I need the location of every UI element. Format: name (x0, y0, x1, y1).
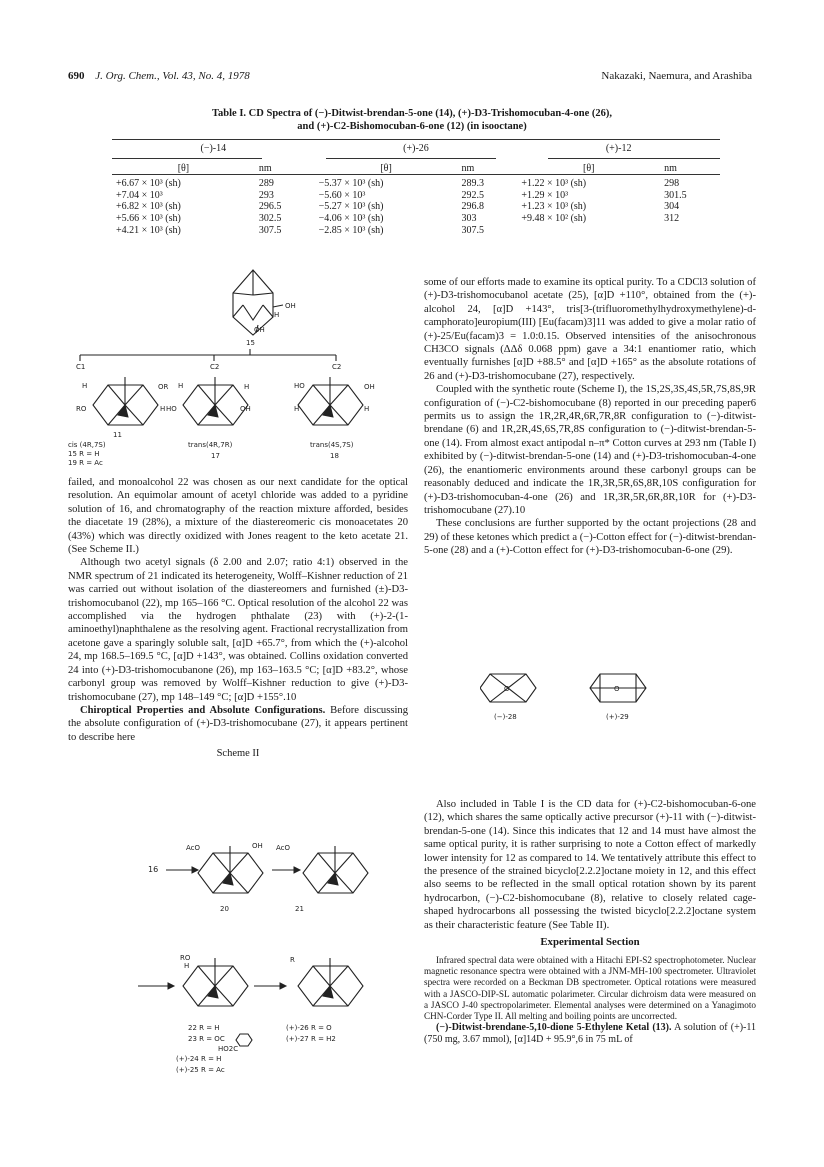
table-sub-header (112, 158, 720, 179)
stereo-figure-svg (68, 265, 408, 465)
branch-c1: C1 (76, 363, 86, 371)
journal-citation: J. Org. Chem., Vol. 43, No. 4, 1978 (95, 70, 250, 82)
ro-label: RO (180, 954, 191, 962)
compound-21-label: 21 (295, 905, 304, 913)
table-cell: +1.22 × 10³ (sh) (521, 178, 587, 190)
ho2c-label: HO2C (218, 1045, 239, 1053)
table-cell: −5.27 × 10³ (sh) (318, 201, 384, 213)
sub-nm: nm (461, 162, 475, 174)
num-11-label: 11 (113, 431, 122, 439)
table-cell: 296.5 (258, 201, 282, 213)
h-label: H (294, 405, 300, 413)
section-heading: Chiroptical Properties and Absolute Configurations. (80, 704, 326, 716)
aco-label: AcO (276, 844, 291, 852)
right-paragraph: some of our efforts made to examine its optical purity. To a CDCl3 solution of (+)-D3-trishomocubanol acetate (25), [α]D +110°, obtained from the (+)-alcohol 24, [α]D +143°, tris[3-(trifluoromethylhydroxymethylene)-d-camphorato]europium(III) [Eu(facam)3]11 was added to give a molar ratio of (+)-25/Eu(facam)3 = 1.0:0.15. Observed intensities of the anisochronous CH3CO signals (ΔΔδ 0.068 ppm) gave a 34:1 enantiomer ratio, which eventually furnishes [α]D +88.5° and [α]D +165° as the absolute rotations of 26 and (+)-D3-trishomocubane (27), respectively. (424, 277, 756, 382)
octant-28-label: (−)-28 (494, 713, 517, 721)
experimental-paragraph: Infrared spectral data were obtained with a Hitachi EPI-S2 spectrophotometer. Nuclear magnetic resonance spectra were obtained with a JNM-MH-100 spectrometer. Ultraviolet spectra were recorded on a Beckman DB spectrometer. Optical rotations were measured with a JASCO-DIP-SL automatic polarimeter. Circular dichroism data were measured on a JASCO J-40 spectropolarimeter. Elemental analyses were determined on a Yanagimoto CHN-Corder Type II. All melting and boiling points are uncorrected. (424, 955, 756, 1022)
ro-label: RO (76, 405, 87, 413)
group-rule-12 (548, 158, 720, 159)
legend-27: (+)-27 R = H2 (286, 1035, 336, 1043)
table-cell: −4.06 × 10³ (sh) (318, 212, 384, 224)
right-column-text (424, 276, 756, 558)
table-cell: +1.29 × 10³ (521, 189, 569, 201)
h-label: H (364, 405, 370, 413)
octant-29-label: (+)-29 (606, 713, 629, 721)
sub-nm: nm (258, 162, 272, 174)
table-body (112, 178, 720, 236)
table-cell: 303 (461, 212, 477, 224)
h-label: H (244, 383, 250, 391)
table-cell: 307.5 (258, 224, 282, 236)
h-label: H (274, 311, 280, 319)
experimental-text (424, 955, 756, 1046)
table-cell (660, 225, 720, 237)
table-cell: +9.48 × 10² (sh) (521, 212, 587, 224)
reaction-arrow-head (280, 983, 286, 989)
branch-tree (76, 349, 341, 371)
oh-label: OH (240, 405, 251, 413)
start-compound-16: 16 (148, 865, 159, 874)
table-cell: 312 (664, 212, 680, 224)
compound-20 (186, 842, 263, 913)
reaction-arrow-head (294, 867, 300, 873)
experimental-paragraph (424, 1022, 756, 1046)
running-header-authors: Nakazaki, Naemura, and Arashiba (601, 70, 752, 82)
reaction-arrow-head (192, 867, 198, 873)
legend-25: (+)-25 R = Ac (176, 1066, 225, 1074)
octant-svg (480, 666, 700, 722)
h-label: H (82, 382, 88, 390)
compound-21 (276, 844, 368, 913)
paragraph-text: A solution of (+)-11 (750 mg, 3.67 mmol), [α]14D + 95.9°,6 in 75 mL of (424, 1022, 756, 1046)
aco-label: AcO (186, 844, 201, 852)
paragraph-text: Before discussing the absolute configuration of (+)-D3-trishomocubane (27), it appears pertinent to describe here (68, 704, 408, 743)
table-caption-line1: Table I. CD Spectra of (−)-Ditwist-brendan-5-one (14), (+)-D3-Trishomocuban-4-one (26), (212, 108, 612, 119)
sub-theta: [θ] (380, 162, 392, 174)
octant-projections (480, 666, 700, 722)
compound-heading: (−)-Ditwist-brendane-5,10-dione 5-Ethylene Ketal (13). (436, 1022, 672, 1034)
carbonyl-o: O (614, 685, 620, 693)
right-column-text-2 (424, 798, 756, 932)
page-number: 690 (68, 70, 85, 82)
ho-label: HO (294, 382, 305, 390)
table-cell: −2.85 × 10³ (sh) (318, 224, 384, 236)
right-paragraph: These conclusions are further supported by the octant projections (28 and 29) of these ketones which predict a (−)-Cotton effect for (−)-ditwist-brendan-5-one (28) and a (+)-Cotton effect for (+)-D3-trishomocuban-6-one (29). (424, 518, 756, 557)
table-subheader-rule (112, 174, 720, 175)
cis-19-legend: 19 R = Ac (68, 459, 103, 465)
table-cell: 293 (258, 189, 274, 201)
table-cell: +6.67 × 10³ (sh) (116, 178, 181, 190)
left-paragraph: failed, and monoalcohol 22 was chosen as our next candidate for the optical resolution. An equimolar amount of acetyl chloride was added to a pyridine solution of 16, and chromatography of the reaction mixture afforded, besides the diacetate 19 (28%), a mixture of the diastereomeric cis monoacetates 20 (43%) which was directly oxidized with Jones reagent to the keto acetate 21. (See Scheme II.) (68, 477, 408, 556)
table-caption-line2: and (+)-C2-Bishomocuban-6-one (12) (in isooctane) (297, 121, 527, 132)
table-cell: −5.37 × 10³ (sh) (318, 178, 384, 190)
table-cell: +7.04 × 10³ (116, 189, 163, 201)
legend-26: (+)-26 R = O (286, 1024, 332, 1032)
scheme-ii (68, 838, 408, 1158)
table-cell: 304 (664, 201, 680, 213)
table-cell: +5.66 × 10³ (sh) (116, 212, 181, 224)
table-cell: +4.21 × 10³ (sh) (116, 224, 181, 236)
right-paragraph: Coupled with the synthetic route (Scheme I), the 1S,2S,3S,4S,5R,7S,8S,9R configuration of (−)-C2-bishomocubane (8) reported in our preceding paper6 permits us to assign the 1R,2R,4R,6R,7R,8R configuration to (−)-ditwist-brendane (6) and 1R,2R,4S,6S,7R,8S configuration to (−)-ditwist-brendan-5-one (14). From almost exact antipodal n–π* Cotton curves at 293 nm (Table I) exhibited by (−)-ditwist-brendan-5-one (14) and (+)-D3-trishomocuban-4-one (26), the enantiomeric environments around these carbonyl groups can be reasonably deduced and indicate the 1R,3R,5R,6S,8R,10S configuration for (+)-D3-trishomocuban-4-one (26) and 1R,3R,5R,6R,8R,10R for (+)-D3-trishomocubane (27).10 (424, 384, 756, 516)
group-rule-26 (326, 158, 496, 159)
projection-cis (68, 377, 169, 465)
running-header-left (68, 70, 250, 82)
oh-label: OH (285, 302, 296, 310)
table-cell: 301.5 (664, 189, 687, 201)
legend-23: 23 R = OC (188, 1035, 225, 1043)
left-column-text (68, 476, 408, 761)
legend-24: (+)-24 R = H (176, 1055, 222, 1063)
table-cell: 298 (664, 178, 680, 190)
projection-trans-17 (166, 377, 251, 460)
oh-label: OH (364, 383, 375, 391)
table-cell: 289.3 (461, 178, 484, 190)
oh-label: OH (254, 326, 265, 334)
table-cell: −5.60 × 10³ (318, 189, 366, 201)
sub-theta: [θ] (177, 162, 190, 174)
trans18-caption: trans(4S,7S) (310, 441, 354, 449)
table-top-rule (112, 139, 720, 140)
or-label: OR (158, 383, 169, 391)
trans17-number: 17 (211, 452, 220, 460)
r-label: R (290, 956, 295, 964)
group-header-12: (+)-12 (605, 143, 632, 154)
sub-theta: [θ] (583, 162, 595, 174)
projection-trans-18 (294, 377, 375, 460)
table-cell: 307.5 (461, 224, 484, 236)
table-caption (68, 107, 756, 133)
table-cell: 302.5 (258, 212, 282, 224)
h-label: H (184, 962, 190, 970)
carbonyl-o: O (504, 685, 510, 693)
h-label: H (178, 382, 184, 390)
cage-structure-15 (233, 270, 296, 347)
table-cell: 296.8 (461, 201, 484, 213)
experimental-section-title: Experimental Section (540, 936, 640, 948)
octant-28 (480, 674, 536, 721)
compound-15-label: 15 (246, 339, 255, 347)
oh-label: OH (252, 842, 263, 850)
table-cell: +1.23 × 10³ (sh) (521, 201, 587, 213)
ho-label: HO (166, 405, 177, 413)
h-label: H (160, 405, 166, 413)
sub-nm: nm (664, 162, 677, 174)
compound-26 (290, 956, 363, 1006)
trans17-caption: trans(4R,7R) (188, 441, 233, 449)
table-row (112, 201, 720, 213)
table-cell: +6.82 × 10³ (sh) (116, 201, 181, 213)
octant-29 (590, 674, 646, 721)
table-row (112, 225, 720, 237)
reaction-arrow-head (168, 983, 174, 989)
right-paragraph: Also included in Table I is the CD data for (+)-C2-bishomocuban-6-one (12), which shares the same optically active precursor (+)-11 with (−)-ditwist-brendan-5-one (14). Since this indicates that 12 and 14 must have almost the same optical purity, it is rather surprising to note a Cotton effect of markedly lower intensity for 12 as compared to 14. We tentatively attribute this effect to the presence of the strained bicyclo[2.2.2]octane moiety in 12, and this effect also seems to be reflected in the small optical rotation shown by its parent hydrocarbon, (−)-C2-bishomocubane (8), relative to closely related cage-shaped hydrocarbons all possessing the twisted bicyclo[2.2.2]octane system as their characteristic feature (See Table II). (424, 799, 756, 931)
scheme-ii-svg (68, 838, 408, 1158)
branch-c2: C2 (210, 363, 220, 371)
scheme-title: Scheme II (216, 748, 260, 760)
legend-22: 22 R = H (188, 1024, 220, 1032)
benzene-ring-icon (236, 1034, 252, 1046)
left-paragraph (68, 704, 408, 744)
group-header-14: (−)-14 (200, 143, 227, 154)
table-cell: 289 (258, 178, 274, 190)
trans18-number: 18 (330, 452, 339, 460)
left-paragraph: Although two acetyl signals (δ 2.00 and 2.07; ratio 4:1) observed in the NMR spectrum of 21 indicated its heterogeneity, Wolff–Kishner reduction of 21 was carried out without isolation of the diastereomers and furnished (±)-D3-trishomocubanol (22), mp 165–166 °C. Optical resolution of the alcohol 22 was accomplished via the hydrogen phthalate (23) with (+)-2-(1-aminoethyl)naphthalene as the resolving agent. Fractional recrystallization from acetone gave a sparingly soluble salt, [α]D +65.7°, from which the (+)-alcohol 24, mp 168.5–169.5 °C, [α]D +143°, was obtained. Collins oxidation converted 24 into (+)-D3-trishomocubanone (26), mp 163–163.5 °C; [α]D +83.2°, whose carbonyl group was removed by Wolff–Kishner reduction to give (+)-D3-trishomocubane (27), mp 148–149 °C; [α]D +155°.10 (68, 557, 408, 703)
stereo-figure (68, 265, 408, 465)
table-row (112, 178, 720, 190)
cd-table (112, 143, 720, 236)
branch-c2: C2 (332, 363, 342, 371)
table-group-header (112, 143, 720, 158)
table-cell: 292.5 (461, 189, 484, 201)
group-header-26: (+)-26 (403, 143, 429, 154)
cis-15-legend: 15 R = H (68, 450, 100, 458)
table-row (112, 213, 720, 225)
group-rule-14 (112, 158, 262, 159)
compound-22 (180, 954, 248, 1006)
compound-20-label: 20 (220, 905, 229, 913)
table-row (112, 190, 720, 202)
table-cell (517, 225, 660, 237)
cis-caption: cis (4R,7S) (68, 441, 106, 449)
